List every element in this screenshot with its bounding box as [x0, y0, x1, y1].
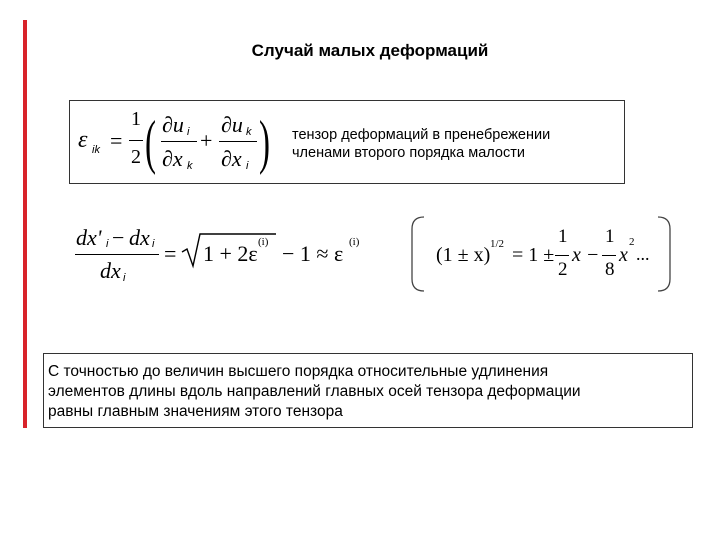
- left-paren: (: [145, 109, 156, 175]
- f2-denominator: 8: [605, 259, 615, 280]
- half-numerator: 1: [131, 108, 141, 130]
- x-squared-exponent: 2: [629, 236, 635, 248]
- term2-fraction-bar: [219, 141, 257, 142]
- term1-fraction-bar: [161, 141, 197, 142]
- f2-numerator: 1: [605, 226, 615, 247]
- elongation-num-a-sub: i: [106, 238, 109, 250]
- term1-numerator-sub: i: [187, 126, 190, 138]
- strain-lhs: ε: [78, 127, 88, 153]
- f1-denominator: 2: [558, 259, 568, 280]
- right-paren: ): [259, 109, 270, 175]
- conclusion-line2: элементов длины вдоль направлений главных осей тензора деформации: [48, 383, 581, 400]
- term2-numerator-sub: k: [246, 126, 252, 138]
- elongation-denominator-sub: i: [123, 272, 126, 284]
- strain-lhs-sub: ik: [92, 144, 100, 156]
- elongation-equals: =: [164, 241, 177, 266]
- accent-bar: [23, 20, 27, 428]
- elongation-num-b-sub: i: [152, 238, 155, 250]
- x-squared: x: [619, 244, 628, 266]
- elongation-num-a: dx': [76, 225, 102, 250]
- term1-denominator-sub: k: [187, 160, 193, 172]
- elongation-num-b: dx: [129, 225, 150, 250]
- strain-note-line1: тензор деформаций в пренебрежении: [292, 127, 551, 143]
- expansion-base: (1 ± x): [436, 244, 491, 266]
- conclusion-line1: С точностью до величин высшего порядка относительные удлинения: [48, 363, 549, 380]
- elongation-denominator: dx: [100, 258, 121, 283]
- strain-note-line2: членами второго порядка малости: [292, 145, 525, 161]
- strain-note: [292, 126, 622, 162]
- term1-numerator: ∂u: [162, 112, 184, 137]
- expansion-eq-one: = 1 ±: [512, 244, 555, 266]
- expansion-exponent: 1/2: [490, 238, 505, 250]
- x-then-minus: x −: [572, 244, 600, 266]
- half-denominator: 2: [131, 146, 141, 168]
- strain-plus: +: [200, 128, 213, 153]
- page-title: Случай малых деформаций: [251, 41, 489, 60]
- radical-superscript: (i): [258, 236, 269, 248]
- strain-equals: =: [110, 128, 123, 153]
- elongation-minus: −: [112, 225, 125, 250]
- conclusion-line3: равны главным значениям этого тензора: [48, 403, 343, 420]
- term1-denominator: ∂x: [162, 146, 183, 171]
- term2-numerator: ∂u: [221, 112, 243, 137]
- term2-denominator-sub: i: [246, 160, 249, 172]
- approx-superscript: (i): [349, 236, 360, 248]
- half-fraction-bar: [129, 140, 143, 141]
- radical-body: 1 + 2ε: [203, 241, 258, 266]
- expansion-dots: ...: [636, 244, 650, 264]
- f1-numerator: 1: [558, 226, 568, 247]
- conclusion-text: [48, 362, 688, 422]
- minus-one-approx: − 1 ≈ ε: [282, 241, 344, 266]
- term2-denominator: ∂x: [221, 146, 242, 171]
- f1-bar: [555, 255, 569, 256]
- elongation-fraction-bar: [75, 254, 159, 255]
- f2-bar: [602, 255, 616, 256]
